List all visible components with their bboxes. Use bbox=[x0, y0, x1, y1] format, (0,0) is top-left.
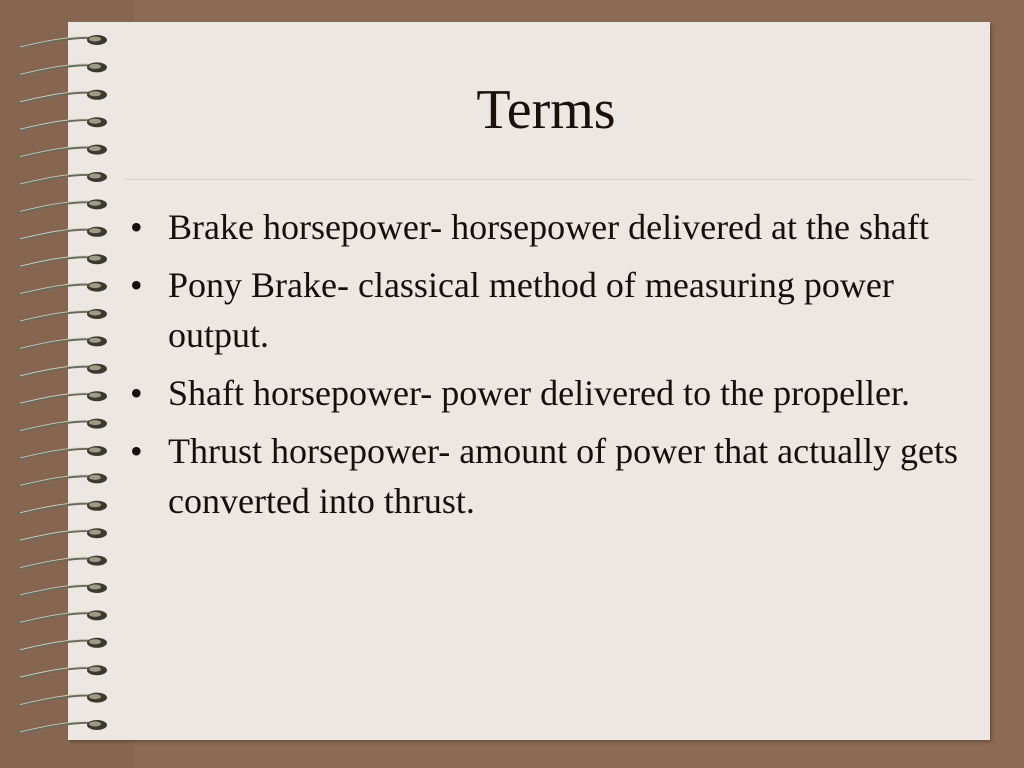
bullet-item bbox=[130, 260, 980, 360]
spiral-ring-icon bbox=[18, 610, 107, 623]
spiral-ring-icon bbox=[18, 665, 107, 678]
spiral-ring-icon bbox=[18, 336, 107, 349]
spiral-ring-icon bbox=[18, 501, 107, 514]
spiral-ring-icon bbox=[18, 693, 107, 706]
spiral-ring-icon bbox=[18, 419, 107, 432]
spiral-ring-icon bbox=[18, 556, 107, 569]
spiral-ring-icon bbox=[18, 638, 107, 651]
spiral-ring-icon bbox=[18, 227, 107, 240]
bullet-icon: • bbox=[130, 373, 143, 413]
spiral-ring-icon bbox=[18, 282, 107, 295]
spiral-ring-icon bbox=[18, 35, 107, 48]
spiral-ring-icon bbox=[18, 528, 107, 541]
spiral-ring-icon bbox=[18, 473, 107, 486]
spiral-ring-icon bbox=[18, 391, 107, 404]
spiral-ring-icon bbox=[18, 254, 107, 267]
spiral-ring-icon bbox=[18, 364, 107, 377]
spiral-ring-icon bbox=[18, 199, 107, 212]
bullet-text: Shaft horsepower- power delivered to the propeller. bbox=[168, 373, 911, 413]
bullet-text: Brake horsepower- horsepower delivered at the shaft bbox=[168, 207, 929, 247]
spiral-ring-icon bbox=[18, 720, 107, 733]
spiral-ring-icon bbox=[18, 309, 107, 322]
title-divider bbox=[125, 179, 973, 180]
bullet-list bbox=[130, 202, 980, 534]
bullet-icon: • bbox=[130, 265, 143, 305]
spiral-ring-icon bbox=[18, 145, 107, 158]
spiral-ring-icon bbox=[18, 62, 107, 75]
spiral-ring-icon bbox=[18, 583, 107, 596]
bullet-item bbox=[130, 426, 980, 526]
bullet-item bbox=[130, 202, 980, 252]
bullet-text: Thrust horsepower- amount of power that actually gets converted into thrust. bbox=[168, 431, 959, 521]
bullet-text: Pony Brake- classical method of measuring power output. bbox=[168, 265, 894, 355]
bullet-icon: • bbox=[130, 431, 143, 471]
bullet-icon: • bbox=[130, 207, 143, 247]
bullet-item bbox=[130, 368, 980, 418]
slide-title: Terms bbox=[476, 79, 616, 141]
spiral-ring-icon bbox=[18, 172, 107, 185]
spiral-ring-icon bbox=[18, 446, 107, 459]
